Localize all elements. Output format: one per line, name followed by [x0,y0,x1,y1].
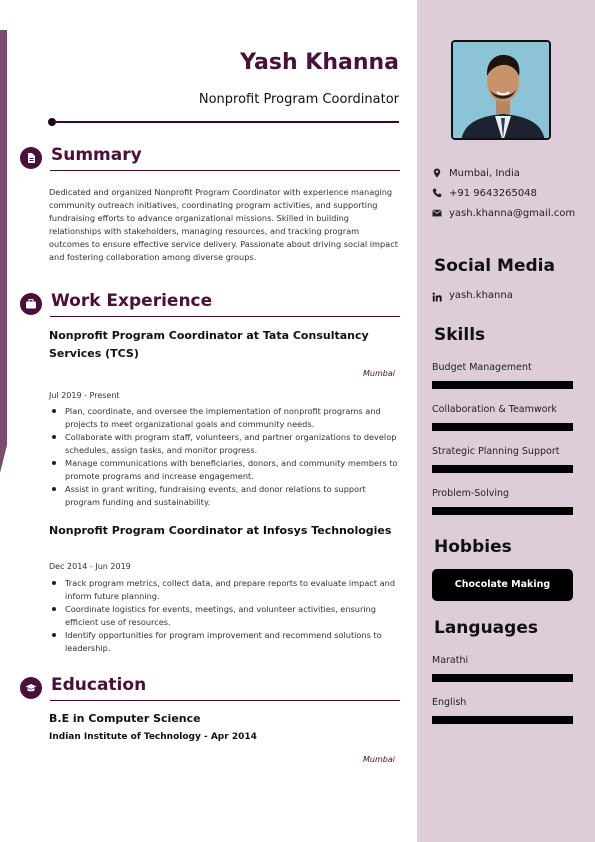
school: Indian Institute of Technology - Apr 2014 [49,732,257,742]
summary-header [20,145,400,173]
social-heading: Social Media [434,256,555,276]
education-location: Mumbai [363,755,395,764]
skill-bar [432,423,573,431]
skill-label: Collaboration & Teamwork [432,404,557,415]
title-rule [52,121,399,123]
summary-rule [50,170,400,171]
languages-heading: Languages [434,618,538,638]
experience-heading: Work Experience [51,291,213,311]
skill-bar [432,465,573,473]
list-item: Manage communications with beneficiaries, donors, and community members to promote programs and increase engagement. [49,457,401,483]
education-heading: Education [51,675,147,695]
education-header [20,675,400,703]
list-item: Assist in grant writing, fundraising events, and donor relations to support program funding and sustainability. [49,483,401,509]
list-item: Collaborate with program staff, volunteers, and partner organizations to develop schedules, assign tasks, and monitor progress. [49,431,401,457]
job-1-bullets [49,405,401,509]
list-item: Identify opportunities for program improvement and recommend solutions to leadership. [49,629,401,655]
graduation-cap-icon [20,677,42,699]
job-1-dates: Jul 2019 - Present [49,391,120,400]
linkedin-handle[interactable]: yash.khanna [449,290,513,301]
profile-photo [451,40,551,140]
phone-text[interactable]: +91 9643265048 [449,188,537,199]
job-title: Nonprofit Program Coordinator [198,92,399,107]
briefcase-icon [20,293,42,315]
skill-label: Strategic Planning Support [432,446,560,457]
language-bar [432,716,573,724]
job-2-bullets [49,577,401,655]
education-rule [50,700,400,701]
list-item: Track program metrics, collect data, and prepare reports to evaluate impact and inform future planning. [49,577,401,603]
list-item: Coordinate logistics for events, meetings, and volunteer activities, ensuring efficient use of resources. [49,603,401,629]
language-label: Marathi [432,655,469,666]
skill-label: Problem-Solving [432,488,510,499]
hobby-chip: Chocolate Making [432,569,573,601]
left-accent-tip [0,445,7,473]
left-accent-stripe [0,30,7,445]
phone-icon [432,188,442,198]
email-text[interactable]: yash.khanna@gmail.com [449,208,576,219]
list-item: Plan, coordinate, and oversee the implementation of nonprofit programs and projects to meet organizational goals and community needs. [49,405,401,431]
degree: B.E in Computer Science [49,712,201,725]
map-pin-icon [432,168,442,178]
summary-heading: Summary [51,145,142,165]
person-name: Yash Khanna [240,50,399,75]
skill-label: Budget Management [432,362,532,373]
language-label: English [432,697,467,708]
job-1-location: Mumbai [363,369,395,378]
experience-rule [50,316,400,317]
linkedin-icon [432,292,442,302]
document-icon [20,147,42,169]
job-2-title: Nonprofit Program Coordinator at Infosys Technologies [49,524,392,537]
hobbies-heading: Hobbies [434,537,512,557]
job-2-dates: Dec 2014 - Jun 2019 [49,562,131,571]
skills-heading: Skills [434,325,486,345]
summary-text: Dedicated and organized Nonprofit Program Coordinator with experience managing community outreach initiatives, coordinating program activities, and supporting fundraising efforts to advance organizational missions. Skilled in building relationships with stakeholders, managing resources, and tracking program outcomes to ensure effective service delivery. Passionate about driving social impact and fostering collaboration among diverse groups. [49,187,398,262]
skill-bar [432,507,573,515]
experience-header [20,291,400,319]
location-text: Mumbai, India [449,168,520,179]
envelope-icon [432,208,442,218]
job-1-title: Nonprofit Program Coordinator at Tata Consultancy Services (TCS) [49,329,369,360]
skill-bar [432,381,573,389]
language-bar [432,674,573,682]
